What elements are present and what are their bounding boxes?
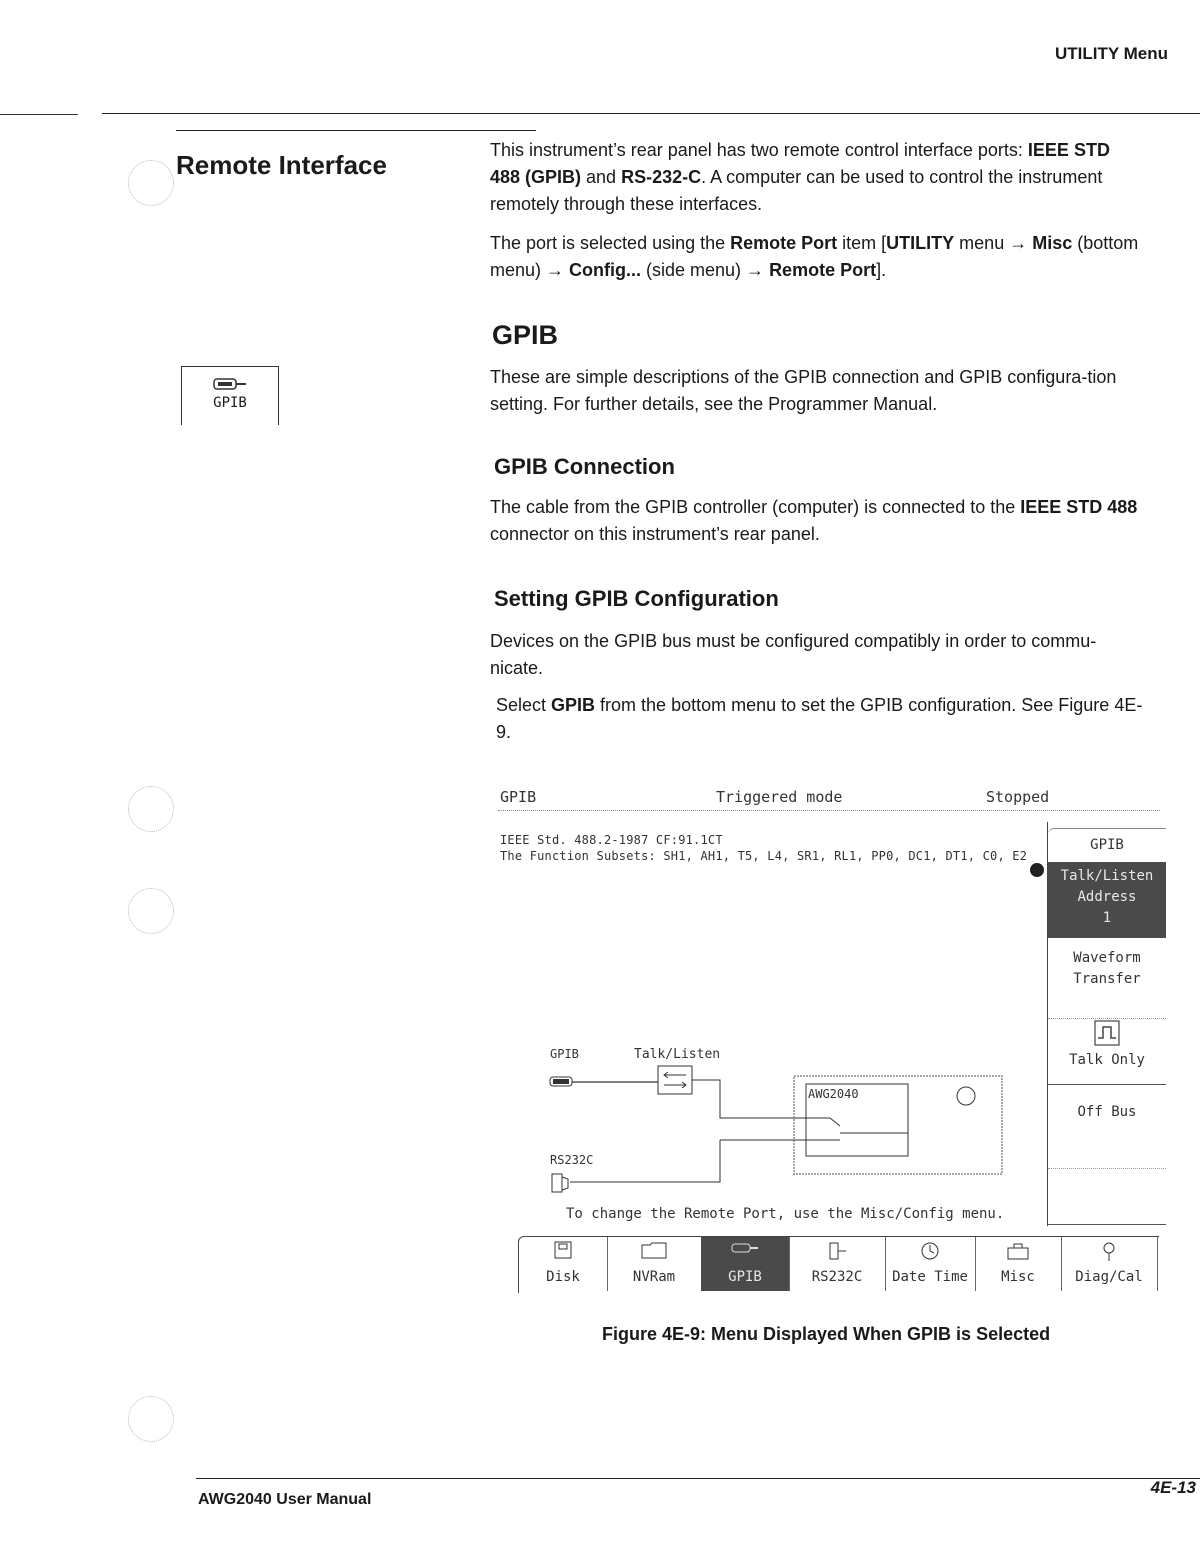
bottom-menu-misc[interactable]: [975, 1237, 1062, 1291]
rs232-connector-icon: [552, 1174, 568, 1192]
term: IEEE STD 488: [1020, 497, 1138, 517]
bottom-menu-gpib[interactable]: [701, 1237, 790, 1291]
pulse-icon: [1094, 1020, 1120, 1046]
side-heading: Remote Interface: [176, 150, 387, 180]
term: Config...: [569, 260, 642, 280]
talk-listen-icon: [658, 1066, 692, 1094]
gpib-margin-label: GPIB: [213, 395, 247, 411]
text: . A computer can be used to control the instrument remotely through these interfaces.: [490, 167, 1103, 214]
side-menu-talk-listen-address[interactable]: [1048, 862, 1166, 938]
clock-icon: [920, 1241, 940, 1261]
binder-hole: [128, 1396, 174, 1442]
bottom-menu-label: Disk: [546, 1269, 580, 1285]
bottom-menu-disk[interactable]: [519, 1237, 608, 1291]
talk-only-label: Talk Only: [1069, 1052, 1145, 1068]
screen-run-state: Stopped: [986, 788, 1050, 806]
text: item [: [837, 233, 887, 253]
term-ieee-gpib: IEEE STD 488 (GPIB): [490, 140, 1110, 187]
text: (bottom menu) →: [490, 233, 1139, 280]
binder-hole: [128, 786, 174, 832]
gpib-config-paragraph-1: Devices on the GPIB bus must be configured compatibly in order to commu-nicate.: [490, 631, 1097, 678]
ieee-info: [500, 832, 1027, 864]
term: UTILITY: [886, 233, 955, 253]
side-menu-waveform-transfer[interactable]: [1048, 940, 1166, 1019]
side-heading-rule: [176, 130, 536, 131]
intro-paragraph-2: [490, 230, 1140, 284]
header-rule-left: [0, 114, 78, 115]
term-rs232: RS-232-C: [621, 167, 702, 187]
gpib-connector-icon: [550, 1077, 572, 1086]
toolbox-icon: [1005, 1241, 1031, 1261]
term: Remote Port: [769, 260, 877, 280]
term: Misc: [1032, 233, 1073, 253]
selection-indicator-icon: [1030, 863, 1044, 877]
term: GPIB: [551, 695, 596, 715]
text: (side menu) →: [641, 260, 770, 280]
term: Remote Port: [730, 233, 838, 253]
disk-icon: [553, 1241, 573, 1259]
text: Select: [496, 695, 552, 715]
transfer-label: Transfer: [1073, 971, 1141, 987]
bottom-menu-date-time[interactable]: [885, 1237, 976, 1291]
bottom-menu-label: RS232C: [811, 1269, 863, 1285]
header-rule: [102, 113, 1200, 114]
gpib-connection-heading: GPIB Connection: [494, 454, 675, 479]
gpib-connector-icon: [210, 377, 250, 391]
text: ].: [876, 260, 887, 280]
side-menu-talk-only[interactable]: [1048, 1012, 1166, 1085]
text: from the bottom menu to set the GPIB configuration. See Figure 4E-9.: [496, 695, 1143, 742]
diagram-rs232-label: RS232C: [550, 1153, 594, 1167]
gpib-paragraph: These are simple descriptions of the GPIB connection and GPIB configura-tion setting. For further details, see the Programmer Manual.: [490, 367, 1117, 414]
talk-listen-label: Talk/Listen: [1060, 868, 1154, 884]
gpib-connector-icon: [728, 1241, 762, 1255]
gpib-config-heading: Setting GPIB Configuration: [494, 586, 779, 611]
gpib-heading: GPIB: [492, 320, 559, 350]
diagram-talk-listen-label: Talk/Listen: [634, 1047, 721, 1062]
bottom-menu-diag-cal[interactable]: [1061, 1237, 1158, 1291]
rs232-connector-icon: [826, 1241, 848, 1261]
folder-icon: [640, 1241, 668, 1259]
device-knob-icon: [957, 1087, 975, 1105]
gpib-connection-paragraph: [490, 494, 1140, 548]
screen-status-bar: [498, 784, 1160, 811]
footer-rule: [196, 1478, 1200, 1479]
binder-hole: [128, 160, 174, 206]
text: connector on this instrument’s rear panel.: [490, 524, 820, 544]
text: menu →: [954, 233, 1033, 253]
side-menu-empty-slot: [1048, 1154, 1166, 1225]
text: This instrument’s rear panel has two remote control interface ports:: [490, 140, 1028, 160]
bottom-menu-nvram[interactable]: [607, 1237, 702, 1291]
running-header: UTILITY Menu: [1054, 44, 1168, 63]
text: The port is selected using the: [490, 233, 731, 253]
probe-icon: [1100, 1241, 1118, 1263]
bottom-menu-label: Diag/Cal: [1075, 1269, 1143, 1285]
address-label: Address: [1077, 889, 1137, 905]
screen-menu-name: GPIB: [500, 788, 537, 806]
binder-hole: [128, 888, 174, 934]
diagram-device-label: AWG2040: [808, 1087, 859, 1101]
text: and: [581, 167, 622, 187]
waveform-label: Waveform: [1073, 950, 1141, 966]
address-value: 1: [1102, 910, 1112, 926]
gpib-margin-icon: [181, 366, 279, 425]
text: The cable from the GPIB controller (computer) is connected to the: [490, 497, 1021, 517]
footer-manual-title: AWG2040 User Manual: [198, 1491, 372, 1508]
bottom-menu: [518, 1236, 1159, 1293]
side-menu-off-bus[interactable]: Off Bus: [1048, 1086, 1166, 1169]
bottom-menu-label: NVRam: [632, 1269, 676, 1285]
figure-caption: Figure 4E-9: Menu Displayed When GPIB is Selected: [602, 1324, 1051, 1344]
diagram-note: To change the Remote Port, use the Misc/Config menu.: [566, 1206, 1005, 1222]
remote-port-diagram: [540, 1040, 1020, 1210]
footer-page-number: 4E-13: [1150, 1478, 1196, 1497]
bottom-menu-label: Date Time: [892, 1269, 968, 1285]
gpib-config-paragraph-2: [496, 692, 1146, 746]
function-subsets-line: The Function Subsets: SH1, AH1, T5, L4, SR1, RL1, PP0, DC1, DT1, C0, E2: [500, 849, 1028, 863]
bottom-menu-rs232c[interactable]: [789, 1237, 886, 1291]
bottom-menu-label: GPIB: [728, 1269, 762, 1285]
bottom-menu-label: Misc: [1001, 1269, 1035, 1285]
side-menu: [1047, 822, 1168, 1226]
side-menu-title: GPIB: [1048, 828, 1166, 865]
diagram-gpib-label: GPIB: [550, 1047, 579, 1061]
ieee-standard-line: IEEE Std. 488.2-1987 CF:91.1CT: [500, 833, 723, 847]
intro-paragraph-1: [490, 137, 1140, 218]
screen-trigger-mode: Triggered mode: [716, 788, 843, 806]
